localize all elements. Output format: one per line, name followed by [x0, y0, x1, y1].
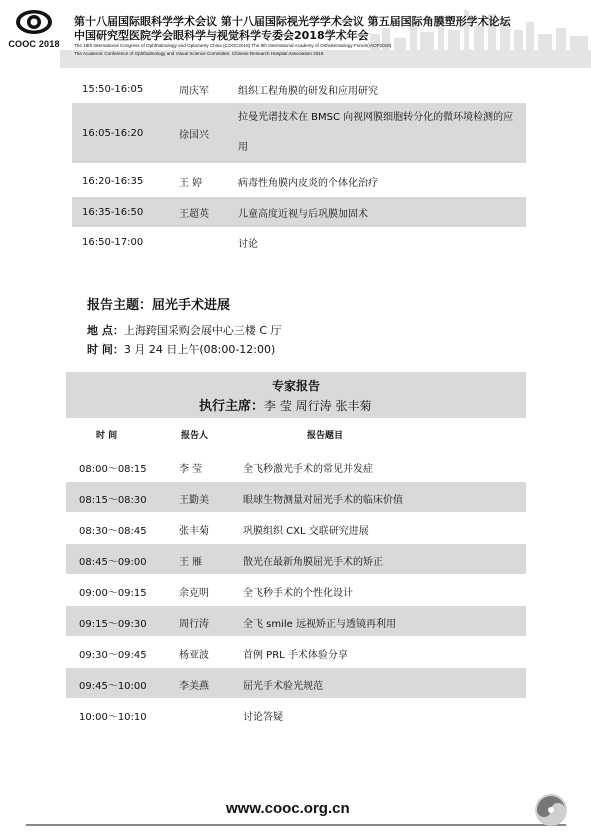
row-speaker: 徐国兴 [179, 129, 209, 141]
chairs [199, 395, 371, 414]
schedule-topic: 全飞 smile 远视矫正与透镜再利用 [243, 619, 397, 630]
expert-report-title: 专家报告 [271, 379, 320, 393]
schedule-time: 09:30～09:45 [79, 650, 147, 661]
schedule-speaker: 周行涛 [179, 619, 209, 630]
row-speaker: 王超英 [179, 208, 209, 220]
page-header [0, 0, 591, 68]
row-topic: 病毒性角膜内皮炎的个体化治疗 [238, 177, 378, 189]
footer-divider [26, 824, 566, 826]
table-row [72, 103, 526, 163]
schedule-speaker: 杨亚波 [179, 650, 209, 661]
chair-label: 执行主席： [199, 399, 265, 414]
schedule-row [66, 668, 526, 698]
schedule-topic: 巩膜组织 CXL 交联研究进展 [243, 526, 369, 537]
conference-english-line2: The Academic Conference of Ophthalmology and Visual Science Committee, Chinese Research Hospital Association 2018 [74, 51, 324, 56]
row-time: 16:35-16:50 [82, 206, 144, 218]
venue-value: 上海跨国采购会展中心三楼 C 厅 [123, 324, 282, 337]
row-topic: 组织工程角膜的研发和应用研究 [238, 85, 378, 97]
column-header-time: 时 间 [96, 431, 118, 441]
schedule-topic: 屈光手术验光规范 [243, 681, 323, 692]
schedule-speaker: 余克明 [179, 588, 209, 599]
logo-text: COOC 2018 [8, 39, 60, 49]
schedule-time: 10:00～10:10 [79, 712, 147, 723]
column-header-speaker: 报告人 [181, 431, 209, 441]
footer-swirl-icon [528, 792, 574, 828]
eye-logo-icon [15, 6, 53, 38]
row-time: 15:50-16:05 [82, 83, 144, 95]
session-time-info [87, 341, 275, 357]
row-topic: 儿童高度近视与后巩膜加固术 [238, 208, 368, 220]
conference-english-line1: The 18th International Congress of Ophthalmology and Optometry China (COOC2018) The 5th International Academy of Orthokeratology Forum(IAOF2018) [74, 43, 392, 48]
schedule-row [66, 513, 526, 543]
row-time: 16:50-17:00 [82, 236, 144, 248]
schedule-speaker: 李美燕 [179, 681, 209, 692]
table-row [72, 228, 526, 256]
schedule-topic: 全飞秒手术的个性化设计 [243, 588, 353, 599]
row-time: 16:20-16:35 [82, 175, 144, 187]
conference-title-line2: 中国研究型医院学会眼科学与视觉科学专委会2018学术年会 [74, 29, 369, 42]
row-speaker: 王 婷 [179, 177, 203, 189]
schedule-topic: 眼球生物测量对屈光手术的临床价值 [243, 495, 403, 506]
table-row [72, 76, 526, 102]
schedule-topic: 讨论答疑 [243, 712, 283, 723]
schedule-time: 09:15～09:30 [79, 619, 147, 630]
venue-label: 地 点： [87, 324, 124, 337]
footer-website-link[interactable]: www.cooc.org.cn [226, 800, 350, 817]
column-header-topic: 报告题目 [307, 431, 344, 441]
session-time-value: 3 月 24 日上午(08:00-12:00) [123, 343, 276, 356]
schedule-row [66, 637, 526, 667]
schedule-topic: 散光在最新角膜屈光手术的矫正 [243, 557, 383, 568]
row-topic: 拉曼光谱技术在 BMSC 向视网膜细胞转分化的微环境检测的应用 [238, 112, 514, 153]
row-time: 16:05-16:20 [82, 127, 144, 139]
schedule-topic: 首例 PRL 手术体验分享 [243, 650, 348, 661]
table-row [72, 197, 526, 227]
schedule-row [66, 575, 526, 605]
schedule-time: 09:45～10:00 [79, 681, 147, 692]
row-topic: 讨论 [238, 238, 258, 250]
schedule-speaker: 李 莹 [179, 464, 203, 475]
schedule-time: 08:30～08:45 [79, 526, 147, 537]
schedule-time: 08:00～08:15 [79, 464, 147, 475]
schedule-speaker: 王勤美 [179, 495, 209, 506]
table-row [72, 166, 526, 196]
schedule-row [66, 606, 526, 636]
schedule-row [66, 699, 526, 729]
cooc-logo [6, 6, 62, 58]
section-title: 报告主题：屈光手术进展 [87, 298, 231, 313]
expert-report-banner [66, 372, 526, 418]
schedule-topic: 全飞秒激光手术的常见并发症 [243, 464, 373, 475]
conference-title-line1: 第十八届国际眼科学学术会议 第十八届国际视光学学术会议 第五届国际角膜塑形学术论坛 [74, 15, 511, 28]
schedule-speaker: 王 雁 [179, 557, 203, 568]
row-speaker: 周庆军 [179, 85, 209, 97]
session-time-label: 时 间： [87, 343, 124, 356]
venue-info [87, 322, 282, 338]
schedule-row [66, 544, 526, 574]
schedule-row [66, 482, 526, 512]
schedule-row [66, 451, 526, 481]
schedule-time: 08:45～09:00 [79, 557, 147, 568]
schedule-time: 08:15～08:30 [79, 495, 147, 506]
chair-names: 李 莹 周行涛 张丰菊 [264, 399, 372, 413]
schedule-time: 09:00～09:15 [79, 588, 147, 599]
schedule-speaker: 张丰菊 [179, 526, 209, 537]
